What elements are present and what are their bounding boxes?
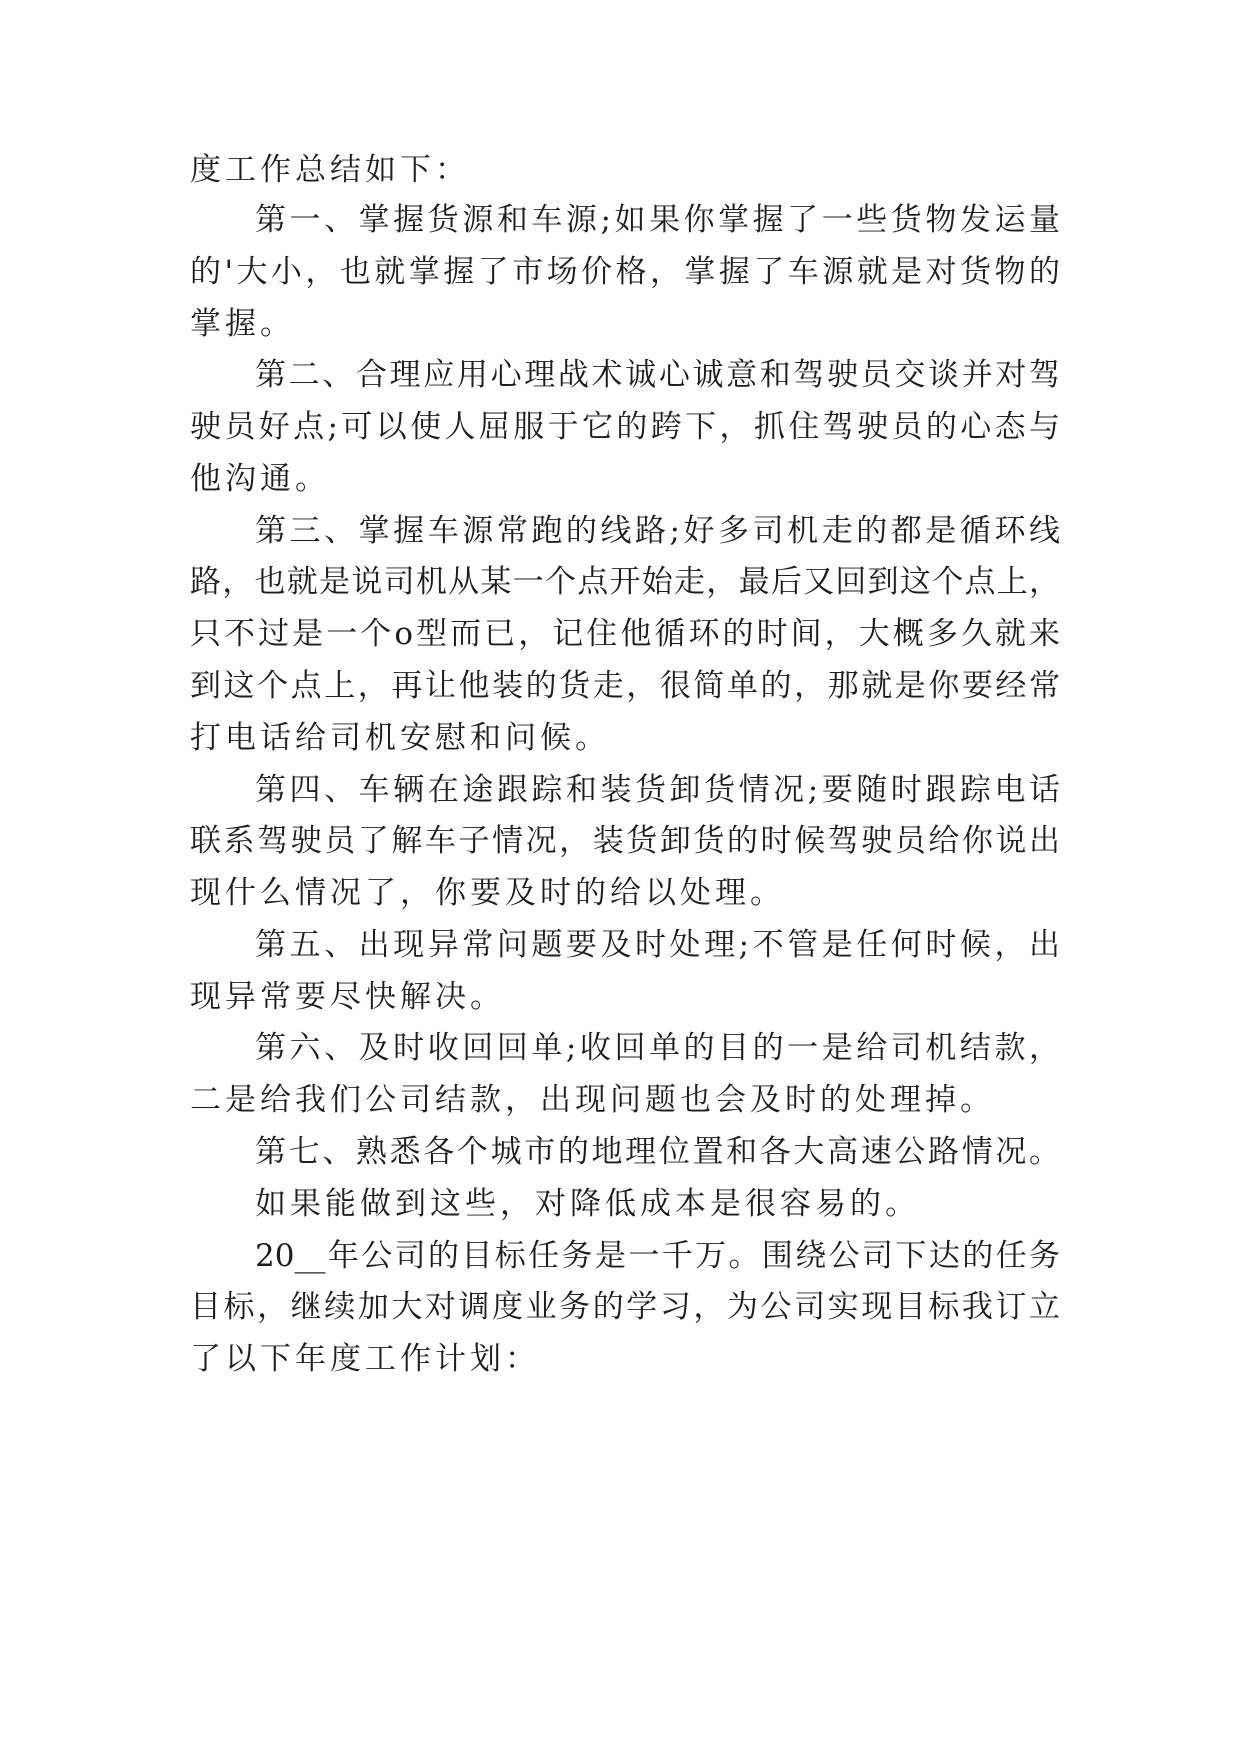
text-line: 打电话给司机安慰和问候。 — [190, 720, 610, 756]
text-line: 第二、合理应用心理战术诚心诚意和驾驶员交谈并对驾 — [255, 357, 1060, 393]
text-line: 只不过是一个o型而已，记住他循环的时间，大概多久就来 — [190, 616, 1060, 652]
text-line: 20__年公司的目标任务是一千万。围绕公司下达的任务 — [255, 1238, 1060, 1274]
text-line: 联系驾驶员了解车子情况，装货卸货的时候驾驶员给你说出 — [190, 823, 1060, 859]
text-line: 他沟通。 — [190, 461, 330, 497]
text-line: 第六、及时收回回单;收回单的目的一是给司机结款， — [255, 1030, 1060, 1066]
text-line: 第三、掌握车源常跑的线路;好多司机走的都是循环线 — [255, 513, 1060, 549]
text-line: 二是给我们公司结款，出现问题也会及时的处理掉。 — [190, 1082, 995, 1118]
text-line: 第四、车辆在途跟踪和装货卸货情况;要随时跟踪电话 — [255, 772, 1060, 808]
text-line: 掌握。 — [190, 306, 295, 342]
text-line: 目标，继续加大对调度业务的学习，为公司实现目标我订立 — [190, 1289, 1060, 1325]
text-line: 现异常要尽快解决。 — [190, 979, 505, 1015]
text-line: 度工作总结如下： — [190, 152, 470, 188]
text-line: 驶员好点;可以使人屈服于它的跨下，抓住驾驶员的心态与 — [190, 409, 1060, 445]
text-line: 第五、出现异常问题要及时处理;不管是任何时候，出 — [255, 927, 1060, 963]
text-line: 第一、掌握货源和车源;如果你掌握了一些货物发运量 — [255, 202, 1060, 238]
text-line: 现什么情况了，你要及时的给以处理。 — [190, 875, 785, 911]
text-line: 路，也就是说司机从某一个点开始走，最后又回到这个点上， — [190, 564, 1060, 600]
text-line: 第七、熟悉各个城市的地理位置和各大高速公路情况。 — [255, 1134, 1060, 1170]
text-line: 如果能做到这些，对降低成本是很容易的。 — [255, 1186, 920, 1222]
text-line: 的'大小，也就掌握了市场价格，掌握了车源就是对货物的 — [190, 254, 1060, 290]
text-line: 了以下年度工作计划： — [190, 1341, 540, 1377]
text-line: 到这个点上，再让他装的货走，很简单的，那就是你要经常 — [190, 668, 1060, 704]
